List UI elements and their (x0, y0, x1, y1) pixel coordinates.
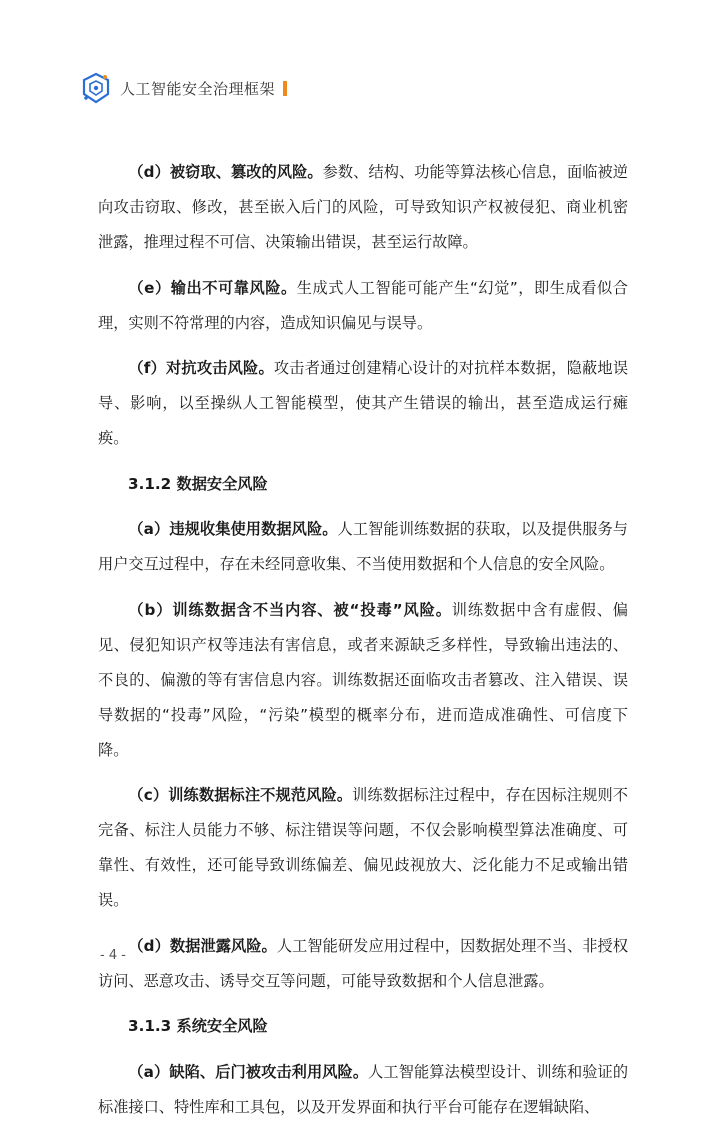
paragraph-lead: （f）对抗攻击风险。 (128, 359, 274, 377)
page-number: - 4 - (100, 948, 126, 963)
paragraph-lead: （e）输出不可靠风险。 (128, 278, 297, 297)
paragraph-lead: （d）数据泄露风险。 (128, 936, 277, 955)
paragraph (98, 593, 628, 768)
paragraph (98, 512, 628, 582)
paragraph-lead: （a）违规收集使用数据风险。 (128, 520, 338, 538)
paragraph-text: 人工智能研发应用过程中，因数据处理不当、非授权访问、恶意攻击、诱导交互等问题，可能导致数据和个人信息泄露。 (98, 936, 629, 990)
paragraph-text: 生成式人工智能可能产生“幻觉”，即生成看似合理，实则不符常理的内容，造成知识偏见与误导。 (98, 278, 628, 332)
paragraph-text: 训练数据标注过程中，存在因标注规则不完备、标注人员能力不够、标注错误等问题，不仅会影响模型算法准确度、可靠性、有效性，还可能导致训练偏差、偏见歧视放大、泛化能力不足或输出错误。 (98, 786, 628, 909)
paragraph (98, 929, 628, 999)
paragraph-lead: （c）训练数据标注不规范风险。 (128, 786, 353, 804)
document-body (98, 155, 628, 1135)
ai-logo-icon (80, 72, 112, 104)
paragraph-text: 训练数据中含有虚假、偏见、侵犯知识产权等违法有害信息，或者来源缺乏多样性，导致输出违法的、不良的、偏激的等有害信息内容。训练数据还面临攻击者篡改、注入错误、误导数据的“投毒”风险，“污染”模型的概率分布，进而造成准确性、可信度下降。 (98, 600, 628, 759)
paragraph-text: 参数、结构、功能等算法核心信息，面临被逆向攻击窃取、修改，甚至嵌入后门的风险，可导致知识产权被侵犯、商业机密泄露，推理过程不可信、决策输出错误，甚至运行故障。 (98, 163, 628, 251)
paragraph-text: 人工智能算法模型设计、训练和验证的标准接口、特性库和工具包，以及开发界面和执行平台可能存在逻辑缺陷、 (98, 1062, 629, 1116)
paragraph-lead: （b）训练数据含不当内容、被“投毒”风险。 (128, 600, 452, 619)
page-header (80, 70, 287, 106)
paragraph-lead: （a）缺陷、后门被攻击利用风险。 (128, 1062, 369, 1081)
paragraph (98, 778, 628, 918)
paragraph-text: 人工智能训练数据的获取，以及提供服务与用户交互过程中，存在未经同意收集、不当使用数据和个人信息的安全风险。 (98, 520, 628, 573)
paragraph (98, 351, 628, 456)
section-heading: 3.1.3 系统安全风险 (128, 1017, 268, 1035)
header-accent-bar (283, 81, 287, 96)
section-heading: 3.1.2 数据安全风险 (128, 474, 268, 493)
header-title: 人工智能安全治理框架 (120, 79, 276, 98)
paragraph (98, 271, 628, 341)
paragraph (98, 155, 628, 260)
paragraph-text: 攻击者通过创建精心设计的对抗样本数据，隐蔽地误导、影响，以至操纵人工智能模型，使其产生错误的输出，甚至造成运行瘫痪。 (98, 359, 628, 447)
paragraph (98, 1055, 628, 1125)
paragraph-lead: （d）被窃取、篡改的风险。 (128, 163, 323, 181)
